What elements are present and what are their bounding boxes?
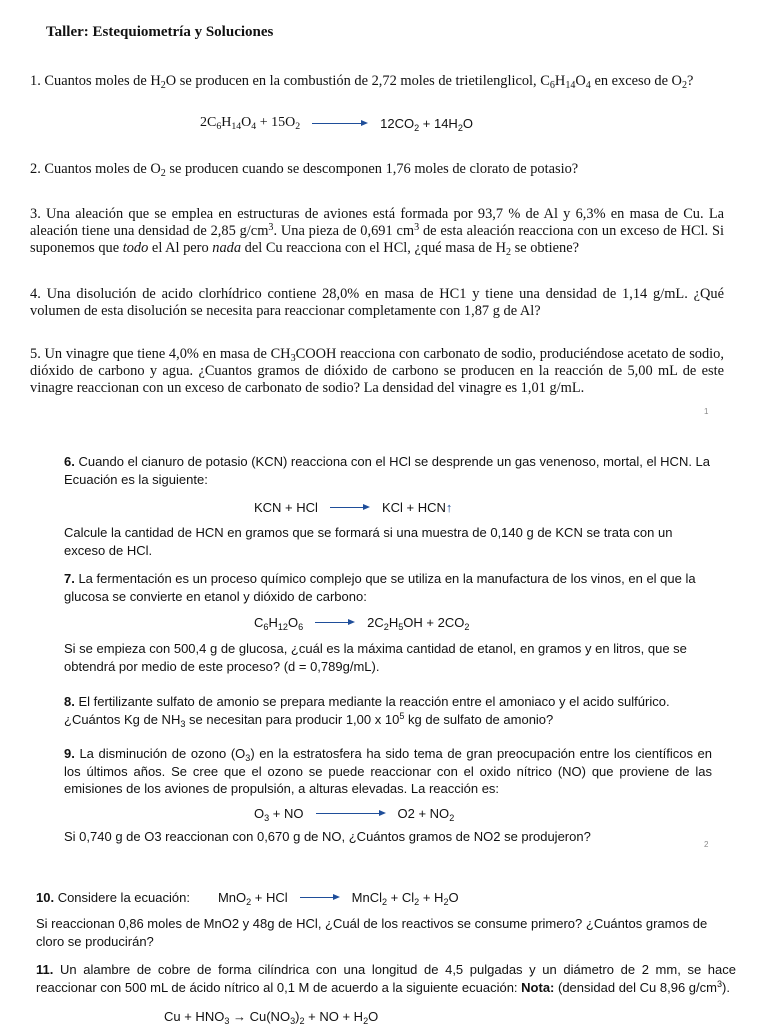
page-title: Taller: Estequiometría y Soluciones [46,24,274,40]
page-number: 2 [704,840,709,849]
equation-1-products: $12CO_2 + 14H_2O$ [380,115,474,133]
reaction-arrow-icon [316,809,386,819]
question-5: 5. Un vinagre que tiene 4,0% en masa de $CH_3COOH$ reacciona con carbonato de sodio, produciéndose acetato de sodio, dióxido de carbono y agua. ¿Cuantos gramos de dióxido de carbono se producen en la reacción de 5,00 mL de este vinagre reaccionan con un exceso de carbonato de sodio? La densidad del vinagre es 1,01 g/mL. [30,346,724,396]
page-number: 1 [704,407,709,416]
question-9-task: Si 0,740 g de O3 reaccionan con 0,670 g de NO, ¿Cuántos gramos de NO2 se produjeron? [64,829,591,844]
question-8: 8. El fertilizante sulfato de amonio se prepara mediante la reacción entre el amoniaco y el acido sulfúrico. ¿Cuántos Kg de $NH_3$ se necesitan para producir 1,00 x $10^5$ kg de sulfato de amonio? [64,694,670,729]
reaction-arrow-icon [312,118,368,128]
question-10: 10. Considere la ecuación: MnO$_2$ + HCl MnCl$_2$ + $Cl_2 + H_2O$ [36,890,459,907]
equation-1 [200,115,473,131]
question-4: 4. Una disolución de acido clorhídrico contiene 28,0% en masa de HC1 y tiene una densidad de 1,14 g/mL. ¿Qué volumen de esta disolución se necesita para reaccionar completamente con 1,87 g de Al? [30,286,724,319]
equation-11: $Cu + HNO_3 \to Cu(NO_3)_2$ + NO + $H_2O$ [164,1009,379,1026]
equation-6: KCN + HCl KCl + HCN↑ [254,500,453,515]
question-9: 9. La disminución de ozono $(O_3)$ en la estratosfera ha sido tema de gran preocupación entre los científicos en los últimos años. Se cree que el ozono se puede reaccionar con el oxido nítrico (NO) que proviene de las emisiones de los aviones de propulsión, a alturas elevadas. La reacción es: [64,746,713,796]
question-7: 7. La fermentación es un proceso químico complejo que se utiliza en la manufactura de los vinos, en el que la glucosa se convierte en etanol y dióxido de carbono: [64,571,696,604]
reaction-arrow-icon [330,503,370,513]
equation-1-reactants: $2C_6H_{14}O_4 + 15O_2$ [200,115,301,132]
equation-9: $O_3$ + NO $O2 + NO_2$ [254,806,455,823]
question-6: 6. Cuando el cianuro de potasio (KCN) reacciona con el HCl se desprende un gas venenoso, mortal, el HCN. La Ecuación es la siguiente: [64,454,711,487]
question-2: 2. Cuantos moles de $O_2$ se producen cuando se descomponen 1,76 moles de clorato de potasio? [30,161,579,179]
reaction-arrow-icon [315,618,355,628]
equation-7: $C_6H_{12}O_6$ $2C_2H_5OH + 2CO_2$ [254,615,470,632]
question-1: 1. Cuantos moles de $H_2O$ se producen en la combustión de 2,72 moles de trietilenglicol, $C_6H_{14}O_4$ en exceso de $O_2$? [30,73,694,91]
gas-arrow-up-icon: ↑ [445,500,453,515]
question-10-task: Si reaccionan 0,86 moles de MnO2 y 48g de HCl, ¿Cuál de los reactivos se consume primero? ¿Cuántos gramos de cloro se producirán? [36,916,708,949]
question-7-task: Si se empieza con 500,4 g de glucosa, ¿cuál es la máxima cantidad de etanol, en gramos y en litros, que se obtendrá por medio de este proceso? (d = 0,789g/mL). [64,641,687,674]
reaction-arrow-icon [300,893,340,903]
question-11: 11. Un alambre de cobre de forma cilíndrica con una longitud de 4,5 pulgadas y un diámetro de 2 mm, se hace reaccionar con 500 mL de ácido nítrico al 0,1 M de acuerdo a la siguiente ecuación: Nota: (densidad del Cu 8,96 $g/cm^3$). [36,962,736,995]
question-3: 3. Una aleación que se emplea en estructuras de aviones está formada por 93,7 % de Al y 6,3% en masa de Cu. La aleación tiene una densidad de 2,85 $g/cm^3$. Una pieza de 0,691 $cm^3$ de esta aleación reacciona con un exceso de HCl. Si suponemos que todo el Al pero nada del Cu reacciona con el HCl, ¿qué masa de $H_2$ se obtiene? [30,206,724,258]
question-6-task: Calcule la cantidad de HCN en gramos que se formará si una muestra de 0,140 g de KCN se trata con un exceso de HCl. [64,525,673,558]
